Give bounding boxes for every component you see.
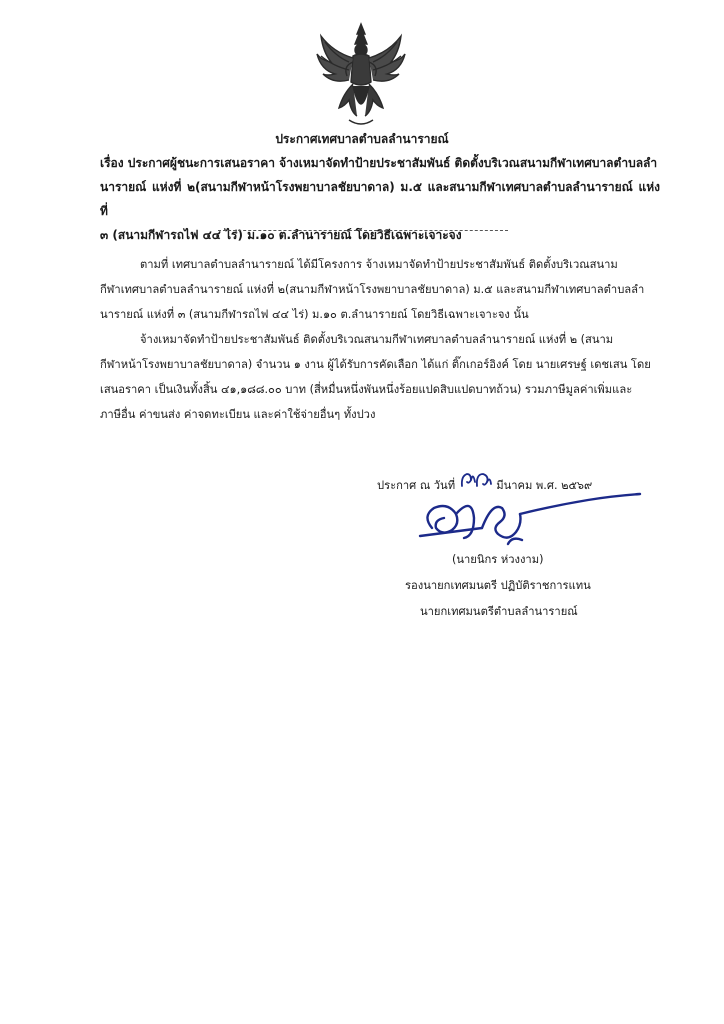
- subject-line: ๓ (สนามกีฬารถไฟ ๔๔ ไร่) ม.๑๐ ต.ลำนารายณ์ โดยวิธีเฉพาะเจาะจง: [100, 228, 462, 242]
- date-suffix: มีนาคม พ.ศ. ๒๕๖๙: [496, 479, 593, 492]
- body-line: ภาษีอื่น ค่าขนส่ง ค่าจดทะเบียน และค่าใช้จ่ายอื่นๆ ทั้งปวง: [100, 408, 376, 421]
- body-line: นารายณ์ แห่งที่ ๓ (สนามกีฬารถไฟ ๔๔ ไร่) ม.๑๐ ต.ลำนารายณ์ โดยวิธีเฉพาะเจาะจง นั้น: [100, 308, 529, 321]
- body-line: กีฬาหน้าโรงพยาบาลชัยบาดาล) จำนวน ๑ งาน ผู้ได้รับการคัดเลือก ได้แก่ ติ๊กเกอร์อิงค์ โดย นายเศรษฐ์ เดชเสน โดย: [100, 358, 651, 371]
- signer-position: รองนายกเทศมนตรี ปฏิบัติราชการแทน: [405, 579, 591, 592]
- body-line: กีฬาเทศบาลตำบลลำนารายณ์ แห่งที่ ๒(สนามกีฬาหน้าโรงพยาบาลชัยบาดาล) ม.๕ และสนามกีฬาเทศบาลตำบลลำ: [100, 283, 645, 296]
- announcement-title: ประกาศเทศบาลตำบลลำนารายณ์: [275, 132, 449, 146]
- signer-name: (นายนิกร ห่วงงาม): [452, 553, 544, 566]
- body-line: จ้างเหมาจัดทำป้ายประชาสัมพันธ์ ติดตั้งบริเวณสนามกีฬาเทศบาลตำบลลำนารายณ์ แห่งที่ ๒ (สนาม: [140, 333, 614, 346]
- garuda-emblem-icon: [313, 22, 409, 128]
- subject-line: นารายณ์ แห่งที่ ๒(สนามกีฬาหน้าโรงพยาบาลชัยบาดาล) ม.๕ และสนามกีฬาเทศบาลตำบลลำนารายณ์ แห่งที่: [100, 180, 660, 218]
- body-line: ตามที่ เทศบาลตำบลลำนารายณ์ ได้มีโครงการ จ้างเหมาจัดทำป้ายประชาสัมพันธ์ ติดตั้งบริเวณสนาม: [140, 258, 618, 271]
- body-text: [100, 252, 660, 427]
- subject-block: [100, 151, 660, 247]
- body-line: เสนอราคา เป็นเงินทั้งสิ้น ๔๑,๑๘๘.๐๐ บาท (สี่หมื่นหนึ่งพันหนึ่งร้อยแปดสิบแปดบาทถ้วน) รวมภาษีมูลค่าเพิ่มและ: [100, 383, 633, 396]
- divider: [218, 230, 508, 231]
- handwritten-signature-icon: [412, 488, 642, 558]
- date-prefix: ประกาศ ณ วันที่: [377, 479, 456, 492]
- signer-organization: นายกเทศมนตรีตำบลลำนารายณ์: [420, 605, 578, 618]
- subject-line: เรื่อง ประกาศผู้ชนะการเสนอราคา จ้างเหมาจัดทำป้ายประชาสัมพันธ์ ติดตั้งบริเวณสนามกีฬาเทศบาลตำบลลำ: [100, 156, 658, 170]
